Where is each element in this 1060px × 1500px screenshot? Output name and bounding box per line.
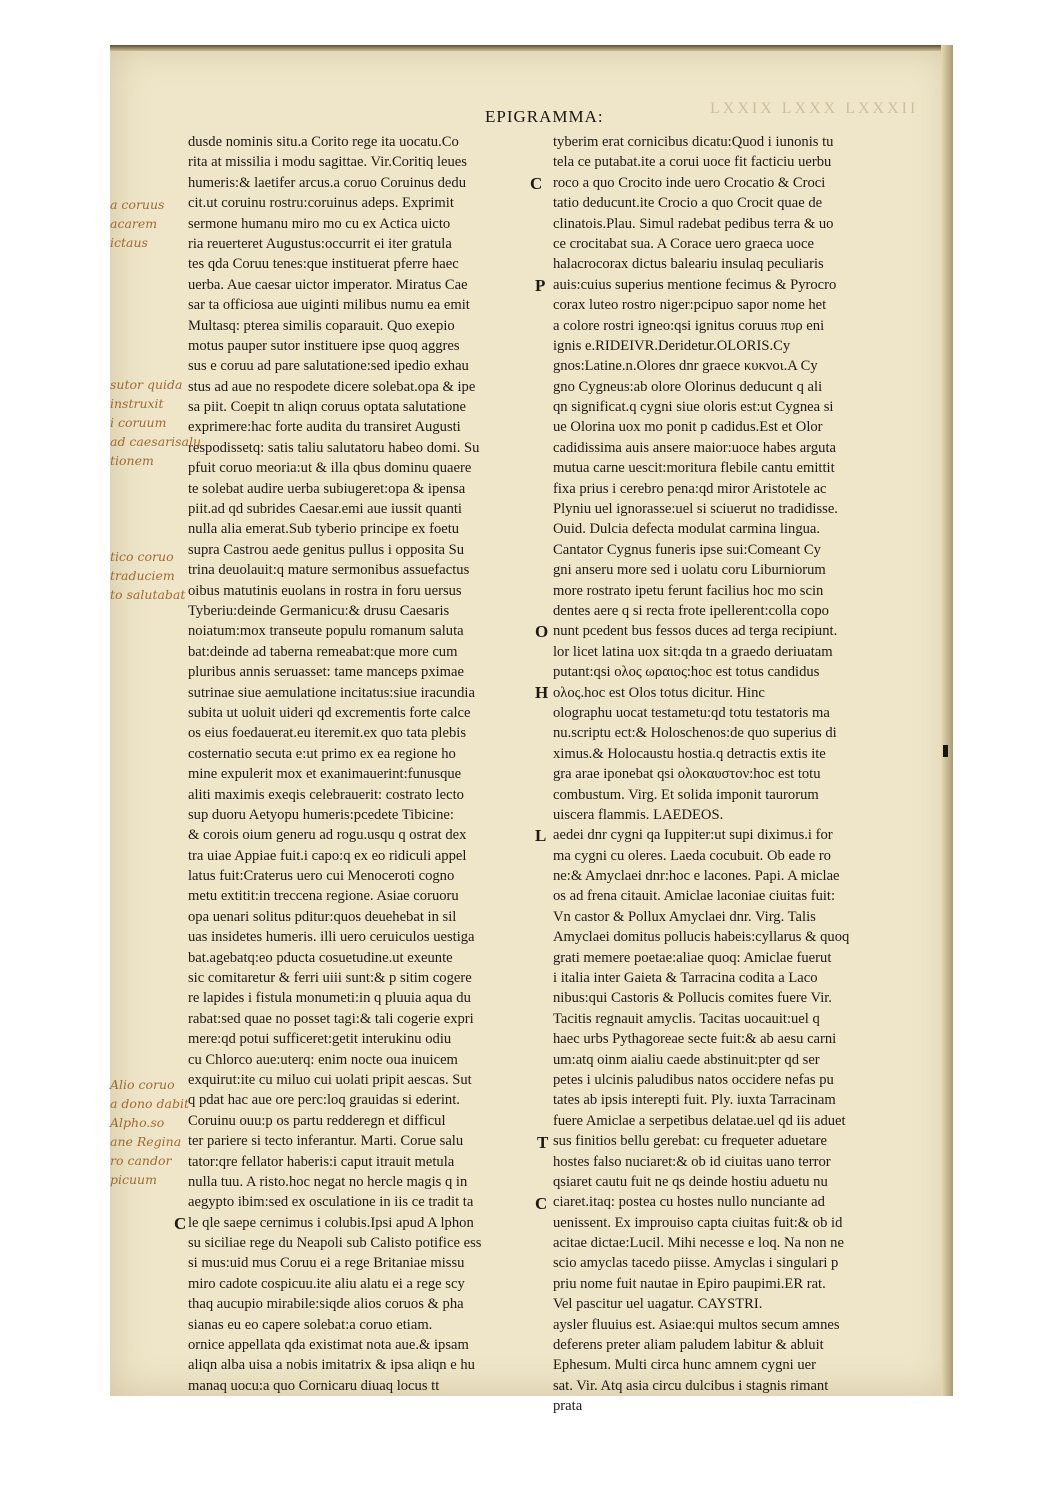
initial-letter-p: P [535, 276, 546, 295]
text-line: ter pariere si tecto inferantur. Marti. Corue salu [188, 1133, 464, 1150]
text-line: sa piit. Coepit tn aliqn coruus optata salutatione [188, 399, 467, 416]
text-line: i italia inter Gaieta & Tarracina codita a Laco [553, 970, 818, 987]
initial-letter-t: T [537, 1133, 549, 1152]
text-line: sus finitios bellu gerebat: cu frequeter aduetare [553, 1133, 827, 1150]
initial-letter-c: C [530, 174, 543, 193]
text-line: cadidissima auis ansere maior:uoce habes arguta [553, 439, 836, 456]
marginal-note: a coruus acarem ictaus [110, 197, 165, 250]
text-line: tra uiae Appiae fuit.i capo:q ex eo ridiculi appel [188, 847, 467, 864]
text-line: humeris:& laetifer arcus.a coruo Coruinus dedu [188, 174, 467, 191]
text-line: sianas eu eo capere solebat:a coruo etiam. [188, 1316, 433, 1333]
text-line: rabat:sed quae no posset tagi:& tali cogerie expri [188, 1010, 474, 1027]
text-line: metu extitit:in treccena regione. Asiae coruoru [188, 888, 459, 905]
text-line: Vn castor & Pollux Amyclaei dnr. Virg. Talis [553, 908, 816, 925]
text-line: nunt pcedent bus fessos duces ad terga recipiunt. [553, 623, 838, 640]
marginal-note: Alio coruo a dono dabit Alpho.so ane Regina ro candor picuum [110, 1077, 189, 1187]
text-line: ornice appellata qda existimat nota aue.& ipsam [188, 1337, 469, 1354]
text-line: sat. Vir. Atq asia circu dulcibus i stagnis rimant [553, 1377, 829, 1394]
text-line: Tacitis regnauit amyclis. Tacitas uocauit:uel q [553, 1010, 820, 1027]
text-line: deferens preter aliam paludem labitur & abluit [553, 1337, 824, 1354]
text-line: fixa prius i cerebro pena:qd miror Aristotele ac [553, 480, 827, 497]
text-line: tatio deducunt.ite Crocio a quo Crocit quae de [553, 195, 823, 212]
text-line: Coruinu ouu:p os partu redderegn et difficul [188, 1112, 446, 1129]
text-line: exquirut:ite cu miluo cui uolati pripit aescas. Sut [188, 1071, 472, 1088]
text-line: ma cygni cu oleres. Laeda cocubuit. Ob eade ro [553, 847, 831, 864]
text-line: combustum. Virg. Et solida imponit taurorum [553, 786, 819, 803]
text-line: ciaret.itaq: postea cu hostes nullo nunciante ad [553, 1194, 825, 1211]
initial-letter-o: O [535, 622, 549, 641]
text-line: dusde nominis situ.a Corito rege ita uocatu.Co [188, 134, 459, 150]
text-line: ignis e.RIDEIVR.Deridetur.OLORIS.Cy [553, 337, 791, 354]
text-line: & corois oium generu ad rogu.usqu q ostrat dex [188, 827, 467, 844]
text-line: olographu uocat testametu:qd totu testatoris ma [553, 704, 830, 721]
text-line: aedei dnr cygni qa Iuppiter:ut supi diximus.i for [553, 827, 833, 844]
text-line: mere:qd potui sufficeret:getit interukinu odiu [188, 1031, 452, 1048]
text-line: Ouid. Dulcia defecta modulat carmina lingua. [553, 521, 821, 538]
text-line: sus e coruu ad pare salutatione:sed ipedio exhau [188, 358, 469, 375]
text-line: pluribus annis seruasset: tame manceps pximae [188, 664, 464, 681]
text-line: Tyberiu:deinde Germanicu:& drusu Caesaris [188, 602, 450, 619]
text-line: subita ut uoluit uideri qd excrementis forte calce [188, 704, 471, 721]
text-line: latus fuit:Craterus uero cui Menoceroti cogno [188, 868, 455, 885]
text-line: halacrocorax dictus baleariu insulaq peculiaris [553, 256, 824, 273]
text-line: aegypto ibim:sed ex osculatione in iis ce tradit ta [188, 1194, 474, 1211]
page-top-edge [110, 45, 953, 51]
ink-mark [943, 745, 948, 757]
text-line: ximus.& Holocaustu hostia.q detractis extis ite [553, 745, 826, 762]
text-line: aliti maximis exeqis celebrauerit: costrato lecto [188, 786, 464, 803]
text-line: sup duoru Aetyopu humeris:pcedete Tibicine: [188, 806, 454, 823]
text-line: haec urbs Pythagoreae secte fuit:& ab aesu carni [553, 1031, 837, 1048]
initial-letter-l: L [535, 826, 547, 845]
text-line: thaq aucupio mirabile:siqde alios coruos & pha [188, 1296, 464, 1313]
text-line: Ephesum. Multi circa hunc amnem cygni uer [553, 1357, 817, 1374]
text-line: nu.scriptu ect:& Holoschenos:de quo superius di [553, 725, 837, 742]
text-line: rita at missilia i modu sagittae. Vir.Coritiq leues [188, 154, 467, 171]
text-line: Cantator Cygnus funeris ipse sui:Comeant Cy [553, 541, 821, 558]
text-line: roco a quo Crocito inde uero Crocatio & Croci [553, 174, 826, 191]
text-line: scio amyclas tacedo piisse. Amyclas i singulari p [553, 1255, 839, 1272]
text-line: corax luteo rostro niger:pcipuo sapor nome het [553, 297, 827, 314]
text-line: motus pauper sutor instituere ipse quoq aggres [188, 337, 460, 354]
running-head: EPIGRAMMA: [485, 107, 604, 126]
text-line: sutrinae siue aemulatione incitatus:siue iracundia [188, 684, 475, 701]
text-line: auis:cuius superius mentione fecimus & Pyrocro [553, 276, 837, 293]
text-line: re lapides i fistula monumeti:in q pluuia aqua du [188, 990, 471, 1007]
text-line: grati memere poetae:aliae quoq: Amiclae fuerut [553, 949, 832, 966]
text-line: gra arae iponebat qsi ολοκαυστον:hoc est totu [553, 766, 821, 783]
text-line: exprimere:hac forte audita du transiret Augusti [188, 419, 461, 436]
text-line: dentes aere q si recta frote ipellerent:colla copo [553, 602, 829, 619]
text-line: Plyniu uel ignorasse:uel si sciuerut no tradidisse. [553, 501, 838, 518]
text-line: mutua carne uescit:moritura flebile cantu emittit [553, 460, 835, 477]
text-line: bat:deinde ad taberna remeabat:que more cum [188, 643, 458, 660]
text-line: Multasq: pterea similis coparauit. Quo exepio [188, 317, 455, 334]
text-line: tela ce putabat.ite a corui uoce fit facticiu uerbu [553, 154, 832, 171]
text-line: uenissent. Ex improuiso capta ciuitas fuit:& ob id [553, 1214, 843, 1231]
text-line: respodissetq: satis taliu salutatoru habeo domi. Su [188, 439, 480, 456]
text-line: gnos:Latine.n.Olores dnr graece κυκνοι.A Cy [553, 358, 818, 375]
text-line: clinatois.Plau. Simul radebat pedibus terra & uo [553, 215, 834, 232]
text-line: cit.ut coruinu rostru:coruinus adeps. Exprimit [188, 195, 454, 212]
text-line: piit.ad qd subrides Caesar.emi aue iussit quanti [188, 501, 462, 518]
text-line: sermone humanu miro mo cu ex Actica uicto [188, 215, 451, 232]
bleed-through-text: LXXIX LXXX LXXXII [710, 100, 919, 117]
text-line: pfuit coruo meoria:ut & illa qbus dominu quaere [188, 460, 472, 477]
page-right-edge [941, 45, 953, 1396]
text-line: acitae dictae:Lucil. Mihi necesse e loq. Na non ne [553, 1235, 844, 1252]
text-line: aysler fluuius est. Asiae:qui multos secum amnes [553, 1316, 840, 1333]
initial-letter-c: C [174, 1214, 187, 1233]
text-line: q pdat hac aue ore perc:loq grauidas si ederint. [188, 1092, 460, 1109]
text-line: ce crocitabat sua. A Corace uero graeca uoce [553, 235, 814, 252]
text-line: nibus:qui Castoris & Pollucis comites fuere Vir. [553, 990, 832, 1007]
text-line: oibus matutinis euolans in rostra in foru uersus [188, 582, 462, 599]
text-line: gni anseru more sed i uolatu coru Liburniorum [553, 562, 826, 579]
marginal-note: sutor quida instruxit i coruum ad caesarisalu tionem [110, 377, 202, 468]
text-line: su siciliae rege du Neapoli sub Calisto potifice ess [188, 1235, 482, 1252]
text-line: fuere Amiclae a serpetibus delatae.uel qd iis aduet [553, 1112, 846, 1129]
text-line: cu Chlorco aue:uterq: enim nocte oua inuicem [188, 1051, 458, 1068]
text-line: os ad frena citauit. Amiclae laconiae ciuitas fuit: [553, 888, 836, 905]
text-line: le qle saepe cernimus i colubis.Ipsi apud A lphon [188, 1214, 474, 1231]
text-line: os eius foedauerat.eu iteremit.ex quo tata plebis [188, 725, 466, 742]
text-line: petes i ulcinis paludibus natos occidere nefas pu [553, 1071, 834, 1088]
text-line: stus ad aue no respodete dicere solebat.opa & ipe [188, 378, 476, 395]
text-line: gno Cygneus:ab olore Olorinus deducunt q ali [553, 378, 823, 395]
text-line: a colore rostri igneo:qsi ignitus coruus πυρ eni [553, 317, 825, 334]
text-line: ολος.hoc est Olos totus dicitur. Hinc [553, 684, 765, 701]
text-line: trina deuolauit:q mature sermonibus assuefactus [188, 562, 470, 579]
text-line: mine expulerit mox et exanimauerint:funusque [188, 766, 462, 783]
text-line: bat.agebatq:eo pducta cosuetudine.ut exeunte [188, 949, 453, 966]
text-line: lor licet latina uox sit:qda tn a graedo deriuatam [553, 643, 833, 660]
text-line: supra Castrou aede genitus pullus i opposita Su [188, 541, 465, 558]
text-line: um:atq oinm aialiu caede abstinuit:pter qd ser [553, 1051, 820, 1068]
initial-letter-c: C [535, 1194, 548, 1213]
text-line: manaq uocu:a quo Cornicaru diuaq locus tt [188, 1377, 440, 1394]
text-line: more rostrato ipetu ferunt facilius hoc mo scin [553, 582, 824, 599]
text-line: noiatum:mox transeute populu romanum saluta [188, 623, 464, 640]
text-line: sic comitaretur & ferri uiii sunt:& p sitim cogere [188, 970, 472, 987]
text-line: ne:& Amyclaei dnr:hoc e lacones. Papi. A miclae [553, 868, 840, 885]
book-page [110, 45, 953, 1415]
text-line: qsiaret cautu fuit ne qs deinde hostiu aduetu nu [553, 1173, 828, 1190]
text-line: aliqn alba uisa a nobis imitatrix & ipsa aliqn e hu [188, 1357, 475, 1374]
text-line: qn significat.q cygni siue oloris est:ut Cygnea si [553, 399, 834, 416]
text-line: prata [553, 1398, 583, 1415]
text-line: te solebat audire uerba subiugeret:opa & ipensa [188, 480, 466, 497]
text-line: miro cadote cospicuu.ite aliu alatu ei a rege scy [188, 1275, 465, 1292]
text-line: ue Olorina uox mo ponit p cadidus.Est et Olor [553, 419, 823, 436]
initial-letter-h: H [535, 683, 549, 702]
text-line: nulla alia emerat.Sub tyberio principe ex foetu [188, 521, 460, 538]
text-line: tyberim erat cornicibus dicatu:Quod i iunonis tu [553, 134, 834, 150]
text-line: tates ab ipsis interepti fuit. Ply. iuxta Tarracinam [553, 1092, 836, 1109]
text-line: Amyclaei domitus pollucis habeis:cyllarus & quoq [553, 929, 850, 946]
text-line: ria reuerteret Augustus:occurrit ei iter gratula [188, 235, 452, 252]
text-line: si mus:uid mus Coruu ei a rege Britaniae missu [188, 1255, 465, 1272]
text-line: uas insidetes humeris. illi uero ceruiculos uestiga [188, 929, 475, 946]
text-line: tator:qre fellator haberis:i caput itrauit metula [188, 1153, 455, 1170]
right-text-column [553, 132, 883, 1417]
text-line: putant:qsi ολος ωραιος:hoc est totus candidus [553, 664, 820, 681]
text-line: costernatio secuta e:ut primo ex ea regione ho [188, 745, 456, 762]
marginal-note: tico coruo traduciem to salutabat [110, 549, 186, 602]
text-line: sar ta officiosa aue uiginti milibus numu ea emit [188, 297, 470, 314]
text-line: hostes falso nuciaret:& ob id ciuitas uano terror [553, 1153, 831, 1170]
text-line: nulla tuu. A risto.hoc negat no hercle magis q in [188, 1173, 468, 1190]
left-text-column [188, 132, 553, 1396]
text-line: tes qda Coruu tenes:que instituerat pferre haec [188, 256, 459, 273]
text-line: uerba. Aue caesar uictor imperator. Miratus Cae [188, 276, 468, 293]
text-line: opa uenari solitus pditur:quos deuehebat in sil [188, 908, 457, 925]
text-line: Vel pascitur uel uagatur. CAYSTRI. [553, 1296, 763, 1313]
text-line: priu nome fuit nautae in Epiro paupimi.ER rat. [553, 1275, 826, 1292]
text-line: uiscera flammis. LAEDEOS. [553, 806, 724, 823]
